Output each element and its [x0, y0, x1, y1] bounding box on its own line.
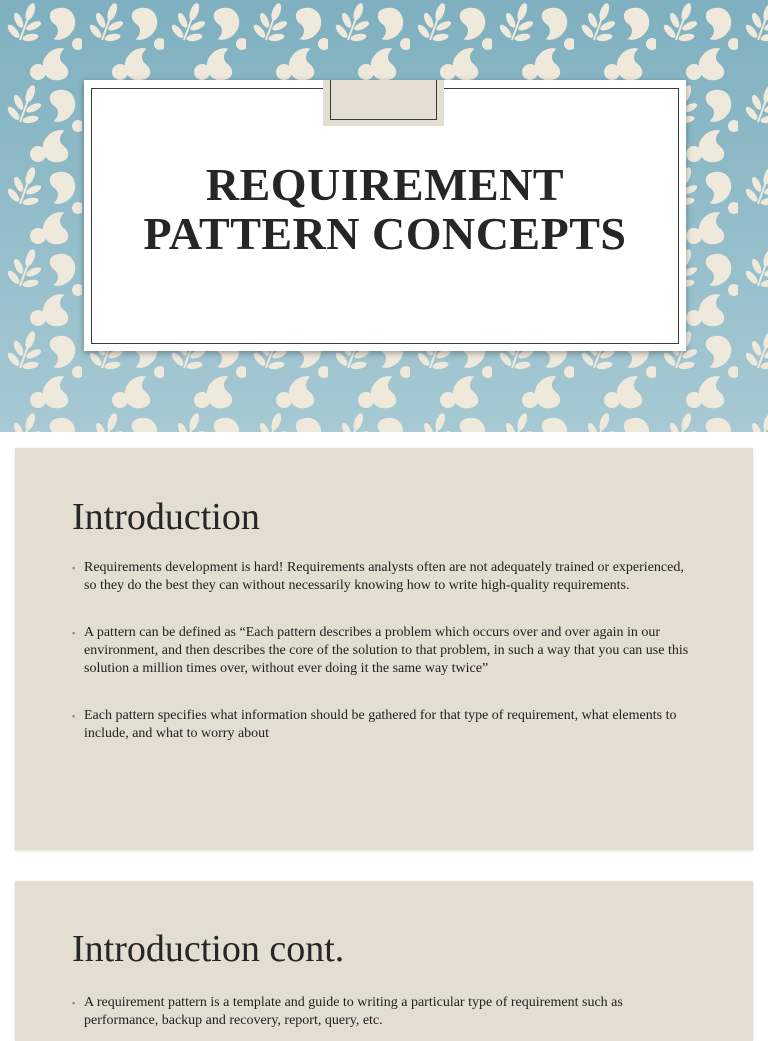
square-bullet-icon: ▪ — [72, 628, 76, 638]
bullet-text: A pattern can be defined as “Each pattern describes a problem which occurs over and over again in our environment, and then describes the core of the solution to that problem, in such a way that you can use this solution a million times over, without ever doing it the same way twice” — [84, 625, 689, 676]
title-line-1: REQUIREMENT — [205, 159, 565, 210]
square-bullet-icon: ▪ — [72, 563, 76, 573]
square-bullet-icon: ▪ — [72, 711, 76, 721]
bullet-list — [72, 994, 692, 1030]
bullet-text: Requirements development is hard! Requirements analysts often are not adequately trained or experienced, so they do the best they can without necessarily knowing how to write high-quality requirements. — [84, 560, 684, 593]
bullet-text: A requirement pattern is a template and guide to writing a particular type of requirement such as performance, backup and recovery, report, query, etc. — [84, 995, 623, 1028]
title-line-2: PATTERN CONCEPTS — [143, 208, 627, 259]
title-slide — [0, 0, 768, 432]
presentation-title — [84, 160, 686, 258]
slide-introduction-cont — [15, 881, 753, 1041]
bullet-item — [72, 624, 692, 678]
slide-heading: Introduction cont. — [72, 928, 345, 970]
slide-heading: Introduction — [72, 496, 260, 538]
title-tab-border — [330, 80, 437, 120]
bullet-text: Each pattern specifies what information should be gathered for that type of requirement, what elements to include, and what to worry about — [84, 708, 677, 741]
square-bullet-icon: ▪ — [72, 998, 76, 1008]
slide-introduction — [15, 448, 753, 850]
bullet-list — [72, 559, 692, 743]
bullet-item — [72, 994, 692, 1030]
title-tab-decoration — [323, 80, 444, 126]
bullet-item — [72, 559, 692, 595]
bullet-item — [72, 707, 692, 743]
